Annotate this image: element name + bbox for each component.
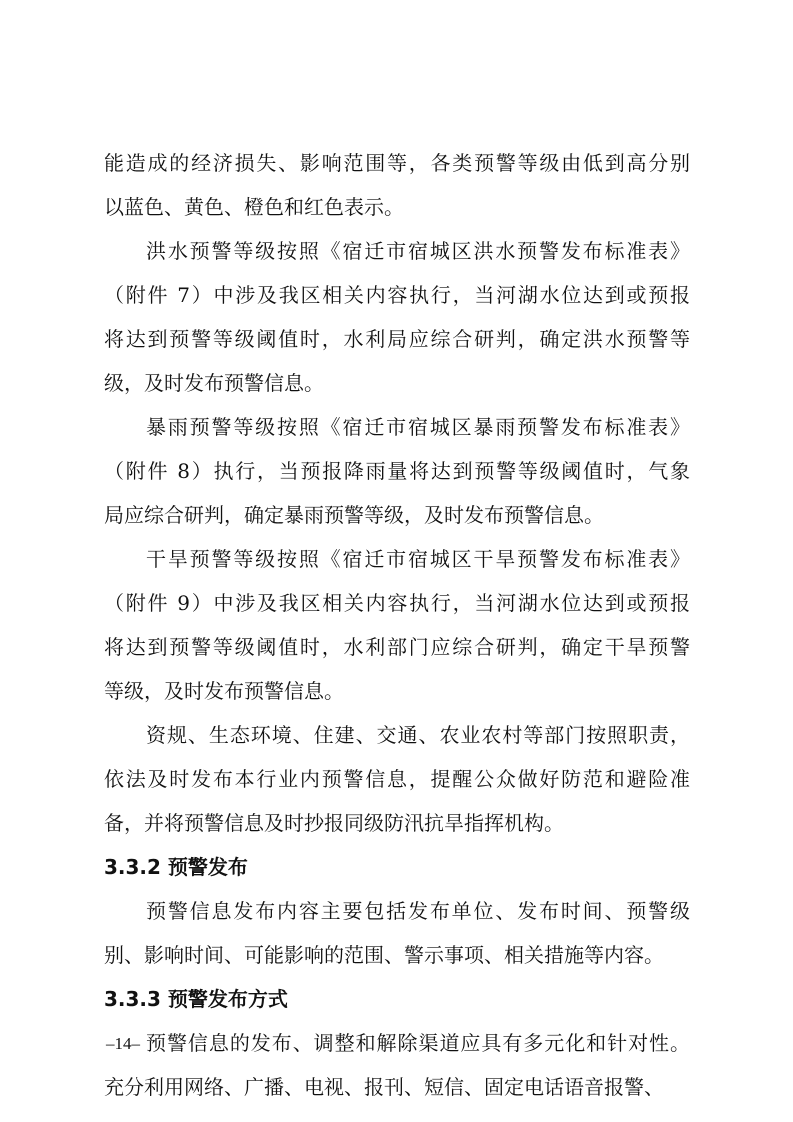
paragraph-line: 能造成的经济损失、影响范围等，各类预警等级由低到高分别 [104,151,690,175]
paragraph-line: 等级，及时发布预警信息。 [104,679,344,703]
paragraph-line: （附件 9）中涉及我区相关内容执行，当河湖水位达到或预报 [104,591,690,615]
paragraph-line: 将达到预警等级阈值时，水利部门应综合研判，确定干旱预警 [104,635,690,659]
paragraph-line: 别、影响时间、可能影响的范围、警示事项、相关措施等内容。 [104,943,664,967]
paragraph-line: 级，及时发布预警信息。 [104,371,324,395]
section-heading-warning-release-method: 3.3.3 预警发布方式 [104,987,288,1011]
paragraph-line: 充分利用网络、广播、电视、报刊、短信、固定电话语音报警、 [104,1075,664,1099]
paragraph-line: 将达到预警等级阈值时，水利局应综合研判，确定洪水预警等 [104,327,690,351]
paragraph-line: 以蓝色、黄色、橙色和红色表示。 [104,195,404,219]
paragraph-line: 备，并将预警信息及时抄报同级防汛抗旱指挥机构。 [104,811,564,835]
paragraph-line: 干旱预警等级按照《宿迁市宿城区干旱预警发布标准表》 [146,547,690,571]
paragraph-line: 预警信息发布内容主要包括发布单位、发布时间、预警级 [146,899,690,923]
paragraph-line: 暴雨预警等级按照《宿迁市宿城区暴雨预警发布标准表》 [146,415,690,439]
paragraph-line: （附件 7）中涉及我区相关内容执行，当河湖水位达到或预报 [104,283,690,307]
paragraph-line: 依法及时发布本行业内预警信息，提醒公众做好防范和避险准 [104,767,690,791]
paragraph-line: 预警信息的发布、调整和解除渠道应具有多元化和针对性。 [146,1031,690,1055]
page-number: –14– [106,1034,140,1053]
paragraph-line: 洪水预警等级按照《宿迁市宿城区洪水预警发布标准表》 [146,239,690,263]
paragraph-line: （附件 8）执行，当预报降雨量将达到预警等级阈值时，气象 [104,459,690,483]
section-heading-warning-release: 3.3.2 预警发布 [104,855,248,879]
paragraph-line: 局应综合研判，确定暴雨预警等级，及时发布预警信息。 [104,503,604,527]
paragraph-line: 资规、生态环境、住建、交通、农业农村等部门按照职责， [146,723,690,747]
